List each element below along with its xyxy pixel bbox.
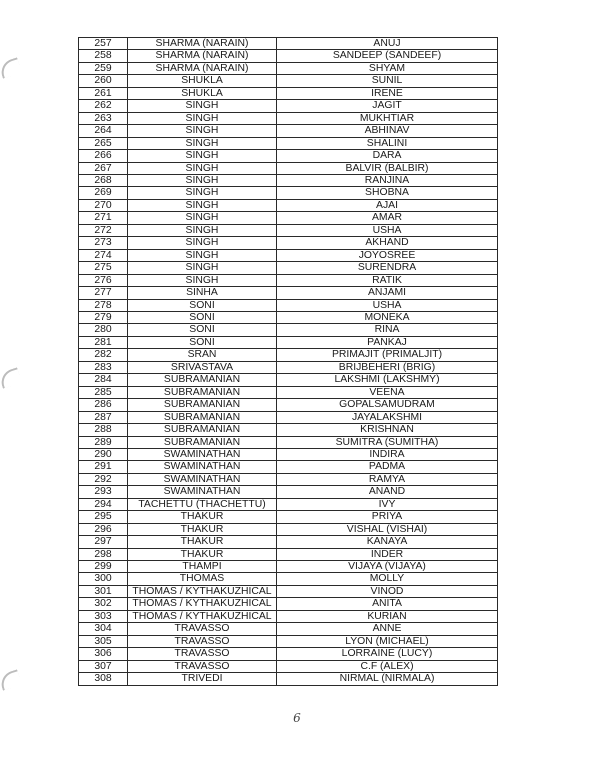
row-number: 264: [79, 125, 128, 137]
row-number: 283: [79, 361, 128, 373]
name-roster-table: [78, 37, 498, 686]
row-number: 275: [79, 262, 128, 274]
row-number: 278: [79, 299, 128, 311]
table-row: [79, 100, 498, 112]
given-name-cell: RATIK: [277, 274, 498, 286]
table-row: [79, 399, 498, 411]
given-name-cell: DARA: [277, 150, 498, 162]
surname-cell: SUBRAMANIAN: [128, 411, 277, 423]
given-name-cell: ANUJ: [277, 38, 498, 50]
table-row: [79, 448, 498, 460]
row-number: 308: [79, 673, 128, 685]
surname-cell: THAKUR: [128, 523, 277, 535]
row-number: 257: [79, 38, 128, 50]
row-number: 292: [79, 473, 128, 485]
table-row: [79, 573, 498, 585]
table-row: [79, 311, 498, 323]
table-row: [79, 112, 498, 124]
row-number: 301: [79, 585, 128, 597]
row-number: 300: [79, 573, 128, 585]
table-row: [79, 511, 498, 523]
row-number: 289: [79, 436, 128, 448]
surname-cell: SHARMA (NARAIN): [128, 62, 277, 74]
row-number: 269: [79, 187, 128, 199]
surname-cell: TACHETTU (THACHETTU): [128, 498, 277, 510]
surname-cell: TRAVASSO: [128, 623, 277, 635]
page-number: 6: [293, 711, 301, 725]
surname-cell: THAKUR: [128, 536, 277, 548]
given-name-cell: KRISHNAN: [277, 424, 498, 436]
given-name-cell: AJAI: [277, 199, 498, 211]
table-row: [79, 349, 498, 361]
given-name-cell: USHA: [277, 224, 498, 236]
surname-cell: TRAVASSO: [128, 648, 277, 660]
surname-cell: SUBRAMANIAN: [128, 386, 277, 398]
surname-cell: SHUKLA: [128, 87, 277, 99]
row-number: 290: [79, 448, 128, 460]
row-number: 294: [79, 498, 128, 510]
given-name-cell: SURENDRA: [277, 262, 498, 274]
table-row: [79, 660, 498, 672]
given-name-cell: IVY: [277, 498, 498, 510]
surname-cell: SWAMINATHAN: [128, 473, 277, 485]
row-number: 273: [79, 237, 128, 249]
given-name-cell: LAKSHMI (LAKSHMY): [277, 374, 498, 386]
row-number: 307: [79, 660, 128, 672]
table-row: [79, 199, 498, 211]
table-row: [79, 38, 498, 50]
row-number: 299: [79, 561, 128, 573]
row-number: 282: [79, 349, 128, 361]
given-name-cell: MUKHTIAR: [277, 112, 498, 124]
given-name-cell: VIJAYA (VIJAYA): [277, 561, 498, 573]
surname-cell: SINGH: [128, 112, 277, 124]
table-row: [79, 598, 498, 610]
given-name-cell: SUNIL: [277, 75, 498, 87]
surname-cell: THAKUR: [128, 511, 277, 523]
surname-cell: THOMAS: [128, 573, 277, 585]
row-number: 304: [79, 623, 128, 635]
table-row: [79, 498, 498, 510]
surname-cell: SINGH: [128, 224, 277, 236]
binder-hole-mark: [0, 669, 22, 690]
surname-cell: SUBRAMANIAN: [128, 424, 277, 436]
table-row: [79, 523, 498, 535]
table-row: [79, 548, 498, 560]
row-number: 261: [79, 87, 128, 99]
table-row: [79, 486, 498, 498]
surname-cell: THOMAS / KYTHAKUZHICAL: [128, 585, 277, 597]
given-name-cell: PRIYA: [277, 511, 498, 523]
table-row: [79, 424, 498, 436]
surname-cell: TRAVASSO: [128, 635, 277, 647]
surname-cell: SONI: [128, 324, 277, 336]
surname-cell: SINGH: [128, 212, 277, 224]
surname-cell: THAKUR: [128, 548, 277, 560]
surname-cell: SINGH: [128, 274, 277, 286]
table-row: [79, 237, 498, 249]
given-name-cell: JOYOSREE: [277, 249, 498, 261]
surname-cell: SWAMINATHAN: [128, 461, 277, 473]
surname-cell: SONI: [128, 299, 277, 311]
table-row: [79, 361, 498, 373]
row-number: 262: [79, 100, 128, 112]
given-name-cell: BRIJBEHERI (BRIG): [277, 361, 498, 373]
surname-cell: SINGH: [128, 262, 277, 274]
given-name-cell: C.F (ALEX): [277, 660, 498, 672]
given-name-cell: BALVIR (BALBIR): [277, 162, 498, 174]
binder-hole-mark: [0, 57, 22, 78]
given-name-cell: KURIAN: [277, 610, 498, 622]
row-number: 298: [79, 548, 128, 560]
given-name-cell: AKHAND: [277, 237, 498, 249]
given-name-cell: RINA: [277, 324, 498, 336]
roster-body: [79, 38, 498, 686]
given-name-cell: USHA: [277, 299, 498, 311]
surname-cell: SINGH: [128, 162, 277, 174]
row-number: 281: [79, 336, 128, 348]
table-row: [79, 212, 498, 224]
surname-cell: TRAVASSO: [128, 660, 277, 672]
row-number: 266: [79, 150, 128, 162]
given-name-cell: SUMITRA (SUMITHA): [277, 436, 498, 448]
surname-cell: SINGH: [128, 100, 277, 112]
row-number: 279: [79, 311, 128, 323]
row-number: 271: [79, 212, 128, 224]
given-name-cell: VINOD: [277, 585, 498, 597]
table-row: [79, 324, 498, 336]
given-name-cell: ANITA: [277, 598, 498, 610]
surname-cell: TRIVEDI: [128, 673, 277, 685]
row-number: 263: [79, 112, 128, 124]
row-number: 295: [79, 511, 128, 523]
table-row: [79, 75, 498, 87]
surname-cell: SUBRAMANIAN: [128, 399, 277, 411]
table-row: [79, 648, 498, 660]
table-row: [79, 436, 498, 448]
row-number: 287: [79, 411, 128, 423]
table-row: [79, 224, 498, 236]
given-name-cell: VEENA: [277, 386, 498, 398]
row-number: 306: [79, 648, 128, 660]
row-number: 293: [79, 486, 128, 498]
surname-cell: THAMPI: [128, 561, 277, 573]
row-number: 272: [79, 224, 128, 236]
table-row: [79, 274, 498, 286]
row-number: 258: [79, 50, 128, 62]
given-name-cell: PANKAJ: [277, 336, 498, 348]
surname-cell: SINGH: [128, 125, 277, 137]
given-name-cell: INDER: [277, 548, 498, 560]
surname-cell: SINGH: [128, 237, 277, 249]
surname-cell: THOMAS / KYTHAKUZHICAL: [128, 598, 277, 610]
given-name-cell: ABHINAV: [277, 125, 498, 137]
surname-cell: SINGH: [128, 199, 277, 211]
given-name-cell: VISHAL (VISHAI): [277, 523, 498, 535]
table-row: [79, 623, 498, 635]
table-row: [79, 137, 498, 149]
row-number: 303: [79, 610, 128, 622]
table-row: [79, 473, 498, 485]
given-name-cell: KANAYA: [277, 536, 498, 548]
table-row: [79, 673, 498, 685]
given-name-cell: SHOBNA: [277, 187, 498, 199]
row-number: 277: [79, 287, 128, 299]
table-row: [79, 411, 498, 423]
surname-cell: SRIVASTAVA: [128, 361, 277, 373]
row-number: 265: [79, 137, 128, 149]
row-number: 259: [79, 62, 128, 74]
given-name-cell: IRENE: [277, 87, 498, 99]
row-number: 268: [79, 174, 128, 186]
given-name-cell: INDIRA: [277, 448, 498, 460]
row-number: 286: [79, 399, 128, 411]
table-row: [79, 87, 498, 99]
table-row: [79, 336, 498, 348]
surname-cell: SUBRAMANIAN: [128, 374, 277, 386]
table-row: [79, 162, 498, 174]
surname-cell: SINGH: [128, 249, 277, 261]
table-row: [79, 461, 498, 473]
row-number: 288: [79, 424, 128, 436]
given-name-cell: SHYAM: [277, 62, 498, 74]
surname-cell: SRAN: [128, 349, 277, 361]
given-name-cell: MONEKA: [277, 311, 498, 323]
row-number: 276: [79, 274, 128, 286]
table-row: [79, 287, 498, 299]
table-row: [79, 635, 498, 647]
table-row: [79, 125, 498, 137]
given-name-cell: PRIMAJIT (PRIMALJIT): [277, 349, 498, 361]
surname-cell: SINGH: [128, 174, 277, 186]
surname-cell: SUBRAMANIAN: [128, 436, 277, 448]
table-row: [79, 386, 498, 398]
table-row: [79, 262, 498, 274]
row-number: 260: [79, 75, 128, 87]
given-name-cell: NIRMAL (NIRMALA): [277, 673, 498, 685]
table-row: [79, 610, 498, 622]
table-row: [79, 62, 498, 74]
table-row: [79, 187, 498, 199]
row-number: 267: [79, 162, 128, 174]
surname-cell: SWAMINATHAN: [128, 486, 277, 498]
given-name-cell: SANDEEP (SANDEEF): [277, 50, 498, 62]
table-row: [79, 374, 498, 386]
given-name-cell: JAGIT: [277, 100, 498, 112]
given-name-cell: RANJINA: [277, 174, 498, 186]
row-number: 305: [79, 635, 128, 647]
row-number: 302: [79, 598, 128, 610]
given-name-cell: ANAND: [277, 486, 498, 498]
table-row: [79, 150, 498, 162]
given-name-cell: MOLLY: [277, 573, 498, 585]
surname-cell: SHARMA (NARAIN): [128, 38, 277, 50]
table-row: [79, 561, 498, 573]
surname-cell: SONI: [128, 311, 277, 323]
row-number: 285: [79, 386, 128, 398]
table-row: [79, 249, 498, 261]
given-name-cell: PADMA: [277, 461, 498, 473]
surname-cell: SONI: [128, 336, 277, 348]
given-name-cell: ANJAMI: [277, 287, 498, 299]
surname-cell: SINGH: [128, 150, 277, 162]
surname-cell: SHUKLA: [128, 75, 277, 87]
table-row: [79, 585, 498, 597]
surname-cell: THOMAS / KYTHAKUZHICAL: [128, 610, 277, 622]
table-row: [79, 174, 498, 186]
surname-cell: SHARMA (NARAIN): [128, 50, 277, 62]
given-name-cell: SHALINI: [277, 137, 498, 149]
row-number: 284: [79, 374, 128, 386]
row-number: 296: [79, 523, 128, 535]
row-number: 274: [79, 249, 128, 261]
surname-cell: SINGH: [128, 137, 277, 149]
row-number: 297: [79, 536, 128, 548]
surname-cell: SINHA: [128, 287, 277, 299]
given-name-cell: AMAR: [277, 212, 498, 224]
given-name-cell: LYON (MICHAEL): [277, 635, 498, 647]
surname-cell: SINGH: [128, 187, 277, 199]
given-name-cell: LORRAINE (LUCY): [277, 648, 498, 660]
table-row: [79, 299, 498, 311]
given-name-cell: JAYALAKSHMI: [277, 411, 498, 423]
given-name-cell: RAMYA: [277, 473, 498, 485]
given-name-cell: GOPALSAMUDRAM: [277, 399, 498, 411]
row-number: 270: [79, 199, 128, 211]
table-row: [79, 536, 498, 548]
surname-cell: SWAMINATHAN: [128, 448, 277, 460]
binder-hole-mark: [0, 367, 22, 388]
row-number: 280: [79, 324, 128, 336]
given-name-cell: ANNE: [277, 623, 498, 635]
row-number: 291: [79, 461, 128, 473]
table-row: [79, 50, 498, 62]
